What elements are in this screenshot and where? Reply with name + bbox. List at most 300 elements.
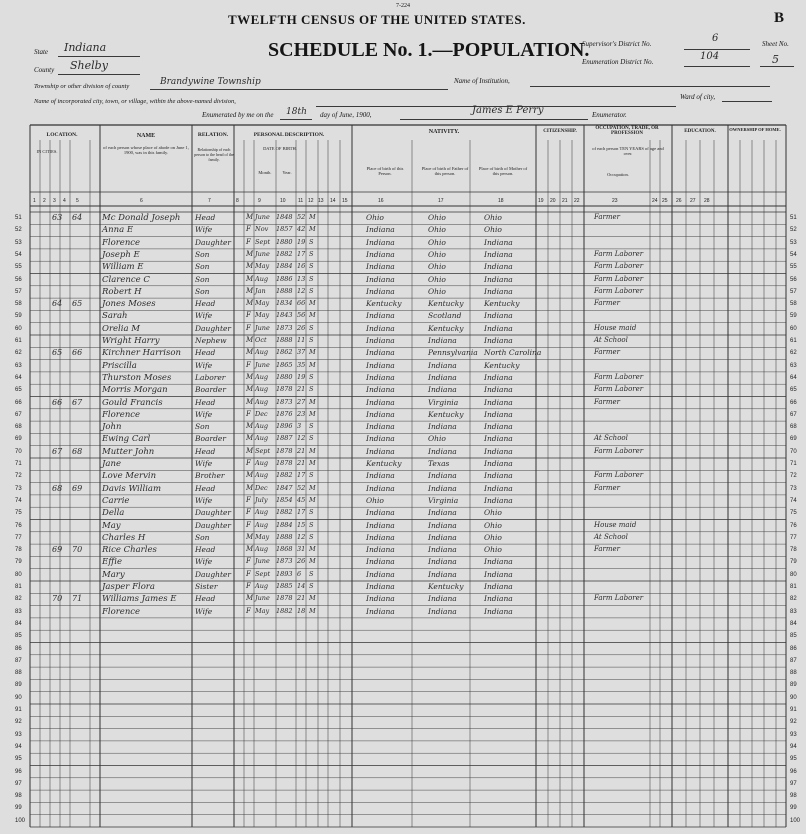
- occupation: Farmer: [594, 397, 621, 406]
- birth-year: 1880: [276, 372, 293, 381]
- father-birthplace: Indiana: [428, 520, 457, 530]
- column-number: 13: [318, 198, 324, 204]
- age: 16: [297, 262, 306, 271]
- subhead-name: of each person whose place of abode on June 1, 1900, was in this family.: [103, 145, 189, 155]
- sex: M: [246, 213, 254, 221]
- relation: Boarder: [195, 434, 226, 444]
- dwelling-number: 70: [52, 594, 63, 604]
- occupation: Farm Laborer: [594, 274, 644, 283]
- birth-year: 1848: [276, 213, 293, 221]
- mother-birthplace: Ohio: [484, 213, 502, 222]
- line-number-left: 100: [15, 817, 26, 824]
- occupation: Farm Laborer: [594, 471, 644, 480]
- person-name: William E: [102, 262, 144, 273]
- birth-year: 1857: [276, 225, 293, 234]
- line-number-right: 88: [790, 670, 797, 677]
- mother-birthplace: Indiana: [484, 286, 513, 296]
- sex: F: [246, 323, 251, 332]
- enumerator-label: Enumerator.: [592, 111, 627, 119]
- line-number-left: 63: [15, 362, 22, 369]
- mother-birthplace: Indiana: [484, 323, 513, 333]
- line-number-left: 56: [15, 276, 22, 283]
- father-birthplace: Indiana: [428, 360, 457, 370]
- person-name: Anna E: [102, 225, 134, 236]
- relation: Head: [195, 446, 216, 456]
- sex: M: [246, 286, 254, 295]
- birthplace: Indiana: [366, 249, 395, 259]
- line-number-left: 55: [15, 264, 22, 271]
- mother-birthplace: Indiana: [484, 471, 513, 481]
- birthplace: Indiana: [366, 225, 395, 235]
- col-group-ownership: OWNERSHIP OF HOME.: [729, 127, 781, 132]
- person-name: Florence: [102, 237, 141, 248]
- occupation: House maid: [594, 323, 637, 332]
- age: 15: [297, 520, 306, 529]
- line-number-left: 88: [15, 670, 22, 677]
- occupation: Farmer: [594, 545, 621, 554]
- birth-month: May: [255, 532, 270, 541]
- line-number-right: 78: [790, 547, 797, 554]
- column-number: 6: [140, 198, 143, 204]
- township-label: Township or other division of county: [34, 83, 130, 90]
- birthplace: Indiana: [366, 274, 395, 284]
- age: 12: [297, 434, 306, 443]
- col-group-location: LOCATION.: [46, 132, 78, 138]
- marital-status: S: [309, 471, 314, 480]
- birth-month: May: [255, 311, 270, 320]
- relation: Son: [195, 422, 210, 432]
- relation: Daughter: [195, 569, 231, 579]
- person-name: Della: [102, 508, 125, 519]
- age: 19: [297, 237, 306, 246]
- sex: M: [246, 348, 254, 357]
- line-number-left: 86: [15, 645, 22, 652]
- relation: Son: [195, 274, 210, 284]
- line-number-right: 53: [790, 239, 797, 246]
- person-name: Williams James E: [102, 594, 177, 605]
- relation: Head: [195, 348, 216, 358]
- occupation: Farmer: [594, 299, 621, 308]
- birth-month: June: [255, 213, 270, 221]
- mother-birthplace: Indiana: [484, 569, 513, 579]
- birthplace: Indiana: [366, 348, 395, 358]
- line-number-right: 85: [790, 633, 797, 640]
- family-number: 71: [72, 594, 83, 604]
- person-name: Charles H: [102, 532, 146, 543]
- birth-year: 1847: [276, 483, 293, 492]
- birthplace: Indiana: [366, 372, 395, 382]
- mother-birthplace: Indiana: [484, 434, 513, 444]
- line-number-left: 75: [15, 510, 22, 517]
- relation: Brother: [195, 471, 225, 481]
- marital-status: M: [309, 483, 316, 492]
- age: 23: [297, 409, 306, 418]
- relation: Head: [195, 594, 216, 604]
- birth-year: 1878: [276, 459, 293, 467]
- sex: M: [246, 446, 254, 455]
- mother-birthplace: Indiana: [484, 311, 513, 321]
- father-birthplace: Indiana: [428, 471, 457, 481]
- line-number-left: 99: [15, 805, 22, 812]
- occupation: At School: [594, 336, 628, 344]
- column-number: 3: [53, 198, 56, 204]
- person-name: May: [102, 520, 121, 531]
- person-name: Mutter John: [102, 446, 155, 457]
- birth-month: Aug: [255, 582, 269, 590]
- father-birthplace: Ohio: [428, 274, 446, 284]
- occupation: Farm Laborer: [594, 249, 644, 258]
- birth-month: July: [255, 495, 268, 504]
- birth-month: Aug: [255, 520, 269, 529]
- relation: Wife: [195, 225, 213, 235]
- birth-year: 1876: [276, 409, 293, 418]
- age: 17: [297, 471, 306, 480]
- age: 12: [297, 532, 306, 541]
- relation: Nephew: [195, 336, 227, 345]
- line-number-right: 100: [790, 817, 801, 824]
- birth-year: 1887: [276, 434, 293, 443]
- mother-birthplace: Kentucky: [484, 360, 520, 370]
- line-number-left: 60: [15, 325, 22, 332]
- age: 26: [297, 323, 306, 332]
- marital-status: M: [309, 459, 316, 467]
- mother-birthplace: Ohio: [484, 225, 502, 235]
- line-number-right: 57: [790, 288, 797, 295]
- father-birthplace: Ohio: [428, 225, 446, 235]
- line-number-right: 81: [790, 584, 797, 590]
- relation: Head: [195, 397, 216, 407]
- age: 56: [297, 311, 306, 320]
- birth-month: Sept: [255, 569, 271, 578]
- family-number: 64: [72, 213, 83, 222]
- occupation: Farmer: [594, 483, 621, 492]
- birth-year: 1884: [276, 520, 293, 529]
- birth-year: 1893: [276, 569, 293, 578]
- marital-status: S: [309, 286, 314, 295]
- birth-year: 1888: [276, 286, 293, 295]
- line-number-left: 64: [15, 374, 22, 381]
- line-number-left: 79: [15, 559, 22, 566]
- birthplace: Kentucky: [366, 299, 402, 309]
- subhead-father-birthplace: Place of birth of Father of this person.: [421, 166, 469, 176]
- person-name: Mary: [102, 569, 125, 580]
- line-number-right: 56: [790, 276, 797, 283]
- column-number: 16: [378, 198, 384, 204]
- birth-month: Aug: [255, 508, 269, 517]
- birthplace: Indiana: [366, 582, 395, 591]
- relation: Wife: [195, 557, 213, 567]
- father-birthplace: Indiana: [428, 422, 457, 432]
- age: 11: [297, 336, 306, 344]
- sex: M: [246, 483, 254, 492]
- relation: Laborer: [195, 372, 226, 382]
- relation: Head: [195, 213, 216, 222]
- line-number-right: 75: [790, 510, 797, 517]
- father-birthplace: Ohio: [428, 262, 446, 272]
- line-number-right: 69: [790, 436, 797, 443]
- line-number-left: 97: [15, 780, 22, 787]
- relation: Sister: [195, 582, 218, 591]
- line-number-right: 68: [790, 424, 797, 431]
- sex: F: [246, 508, 251, 517]
- person-name: Mc Donald Joseph: [102, 213, 181, 223]
- line-number-right: 73: [790, 485, 797, 492]
- person-name: John: [102, 422, 122, 433]
- line-number-left: 82: [15, 596, 22, 603]
- column-number: 9: [258, 198, 261, 204]
- mother-birthplace: Indiana: [484, 274, 513, 284]
- birthplace: Kentucky: [366, 459, 402, 468]
- occupation: Farm Laborer: [594, 594, 644, 603]
- line-number-left: 69: [15, 436, 22, 443]
- dwelling-number: 66: [52, 397, 63, 407]
- birth-month: June: [255, 557, 270, 566]
- birth-year: 1886: [276, 274, 293, 283]
- marital-status: S: [309, 385, 314, 394]
- birth-month: Sept: [255, 446, 271, 455]
- column-number: 28: [704, 198, 710, 204]
- marital-status: S: [309, 532, 314, 541]
- occupation: At School: [594, 434, 628, 443]
- sex: M: [246, 262, 254, 271]
- age: 17: [297, 249, 306, 258]
- father-birthplace: Indiana: [428, 569, 457, 579]
- birth-month: May: [255, 262, 270, 271]
- marital-status: M: [309, 557, 316, 566]
- sex: M: [246, 471, 254, 480]
- family-number: 68: [72, 446, 83, 456]
- enum-district-label: Enumeration District No.: [582, 58, 654, 66]
- mother-birthplace: Ohio: [484, 520, 502, 530]
- person-name: Love Mervin: [102, 471, 157, 482]
- incorporated-label: Name of incorporated city, town, or village, within the above-named division,: [34, 98, 236, 105]
- father-birthplace: Indiana: [428, 594, 457, 604]
- line-number-left: 95: [15, 756, 22, 763]
- line-number-right: 65: [790, 387, 797, 394]
- column-number: 15: [342, 198, 348, 204]
- relation: Daughter: [195, 520, 231, 530]
- sex: M: [246, 336, 254, 344]
- line-number-right: 94: [790, 743, 797, 750]
- sex: M: [246, 532, 254, 541]
- person-name: Ewing Carl: [102, 434, 151, 445]
- birthplace: Indiana: [366, 311, 395, 321]
- birthplace: Indiana: [366, 545, 395, 555]
- father-birthplace: Ohio: [428, 434, 446, 444]
- column-number: 7: [208, 198, 211, 204]
- marital-status: M: [309, 446, 316, 455]
- birth-year: 1834: [276, 299, 293, 308]
- age: 27: [297, 397, 306, 406]
- line-number-right: 82: [790, 596, 797, 603]
- relation: Boarder: [195, 385, 226, 395]
- relation: Wife: [195, 495, 213, 505]
- relation: Son: [195, 532, 210, 542]
- birth-month: Aug: [255, 385, 269, 394]
- line-number-right: 66: [790, 399, 797, 406]
- sex: F: [246, 520, 251, 529]
- birthplace: Indiana: [366, 262, 395, 272]
- subhead-month: Month.: [258, 170, 272, 175]
- column-number: 24: [652, 198, 658, 204]
- sex: F: [246, 495, 251, 504]
- person-name: Thurston Moses: [102, 372, 172, 383]
- birth-year: 1873: [276, 397, 293, 406]
- father-birthplace: Indiana: [428, 545, 457, 555]
- subhead-birthplace: Place of birth of this Person.: [366, 166, 404, 176]
- mother-birthplace: Indiana: [484, 582, 513, 591]
- birth-year: 1884: [276, 262, 293, 271]
- line-number-right: 93: [790, 731, 797, 738]
- father-birthplace: Indiana: [428, 532, 457, 542]
- sex: M: [246, 594, 254, 603]
- line-number-left: 66: [15, 399, 22, 406]
- subhead-in-cities: IN CITIES.: [36, 149, 58, 154]
- line-number-left: 70: [15, 448, 22, 455]
- line-number-left: 78: [15, 547, 22, 554]
- column-number: 18: [498, 198, 504, 204]
- occupation: Farm Laborer: [594, 262, 644, 271]
- birthplace: Indiana: [366, 360, 395, 370]
- sex: M: [246, 397, 254, 406]
- column-number: 5: [76, 198, 79, 204]
- father-birthplace: Indiana: [428, 385, 457, 395]
- column-number: 27: [690, 198, 696, 204]
- line-number-right: 60: [790, 325, 797, 332]
- line-number-left: 83: [15, 608, 22, 615]
- subhead-occupation: Occupation.: [607, 172, 629, 177]
- father-birthplace: Kentucky: [428, 582, 464, 591]
- age: 35: [297, 360, 306, 369]
- birth-year: 1896: [276, 422, 293, 431]
- line-number-left: 92: [15, 719, 22, 726]
- column-number: 26: [676, 198, 682, 204]
- mother-birthplace: Indiana: [484, 336, 513, 345]
- line-number-left: 96: [15, 768, 22, 775]
- column-number: 19: [538, 198, 544, 204]
- father-birthplace: Ohio: [428, 286, 446, 296]
- col-group-relation: RELATION.: [197, 132, 229, 138]
- column-number: 14: [330, 198, 336, 204]
- line-number-left: 59: [15, 313, 22, 320]
- father-birthplace: Indiana: [428, 446, 457, 456]
- relation: Daughter: [195, 508, 231, 518]
- line-number-right: 55: [790, 264, 797, 271]
- marital-status: S: [309, 237, 314, 246]
- line-number-right: 79: [790, 559, 797, 566]
- birth-month: June: [255, 360, 270, 369]
- birth-year: 1882: [276, 508, 293, 517]
- line-number-right: 61: [790, 338, 797, 344]
- marital-status: S: [309, 249, 314, 258]
- line-number-right: 99: [790, 805, 797, 812]
- line-number-left: 80: [15, 571, 22, 578]
- relation: Head: [195, 483, 216, 493]
- birth-year: 1878: [276, 446, 293, 455]
- age: 17: [297, 508, 306, 517]
- birth-year: 1873: [276, 557, 293, 566]
- line-number-left: 51: [15, 215, 22, 221]
- line-number-right: 71: [790, 461, 797, 467]
- occupation: Farm Laborer: [594, 385, 644, 394]
- birth-year: 1854: [276, 495, 293, 504]
- father-birthplace: Indiana: [428, 483, 457, 493]
- state-label: State: [34, 48, 48, 56]
- line-number-right: 59: [790, 313, 797, 320]
- line-number-right: 86: [790, 645, 797, 652]
- line-number-left: 73: [15, 485, 22, 492]
- line-number-right: 89: [790, 682, 797, 689]
- father-birthplace: Indiana: [428, 508, 457, 518]
- marital-status: M: [309, 299, 316, 308]
- birthplace: Indiana: [366, 508, 395, 518]
- marital-status: M: [309, 360, 316, 369]
- person-name: Jane: [102, 459, 121, 469]
- line-number-left: 94: [15, 743, 22, 750]
- birthplace: Indiana: [366, 606, 395, 616]
- birth-month: Jan: [255, 286, 266, 295]
- marital-status: M: [309, 545, 316, 554]
- birthplace: Indiana: [366, 569, 395, 579]
- sex: M: [246, 422, 254, 431]
- age: 6: [297, 569, 302, 578]
- age: 66: [297, 299, 306, 308]
- birthplace: Indiana: [366, 323, 395, 333]
- father-birthplace: Kentucky: [428, 409, 464, 419]
- line-number-left: 93: [15, 731, 22, 738]
- sex: M: [246, 434, 254, 443]
- person-name: Jasper Flora: [102, 582, 155, 592]
- marital-status: M: [309, 348, 316, 357]
- sex: F: [246, 360, 251, 369]
- person-name: Florence: [102, 409, 141, 420]
- birth-year: 1882: [276, 471, 293, 480]
- birth-month: May: [255, 606, 270, 615]
- sex: M: [246, 545, 254, 554]
- age: 14: [297, 582, 306, 590]
- line-number-left: 91: [15, 707, 22, 713]
- age: 52: [297, 483, 306, 492]
- marital-status: M: [309, 397, 316, 406]
- line-number-right: 90: [790, 694, 797, 701]
- relation: Daughter: [195, 323, 231, 333]
- person-name: Joseph E: [102, 249, 140, 260]
- county-value: Shelby: [70, 59, 108, 72]
- father-birthplace: Indiana: [428, 557, 457, 567]
- line-number-left: 85: [15, 633, 22, 640]
- birthplace: Ohio: [366, 495, 384, 505]
- mother-birthplace: North Carolina: [484, 348, 542, 358]
- occupation: Farm Laborer: [594, 446, 644, 455]
- line-number-left: 72: [15, 473, 22, 480]
- line-number-left: 74: [15, 497, 22, 504]
- mother-birthplace: Indiana: [484, 594, 513, 604]
- marital-status: S: [309, 434, 314, 443]
- line-number-right: 76: [790, 522, 797, 529]
- state-value: Indiana: [64, 41, 107, 54]
- birthplace: Indiana: [366, 483, 395, 493]
- subhead-date-of-birth: DATE OF BIRTH.: [263, 146, 297, 151]
- father-birthplace: Kentucky: [428, 299, 464, 309]
- line-number-left: 87: [15, 657, 22, 664]
- line-number-left: 98: [15, 793, 22, 800]
- birthplace: Indiana: [366, 434, 395, 444]
- marital-status: S: [309, 582, 314, 590]
- mother-birthplace: Indiana: [484, 262, 513, 272]
- father-birthplace: Indiana: [428, 372, 457, 382]
- sex: F: [246, 459, 251, 467]
- line-number-left: 65: [15, 387, 22, 394]
